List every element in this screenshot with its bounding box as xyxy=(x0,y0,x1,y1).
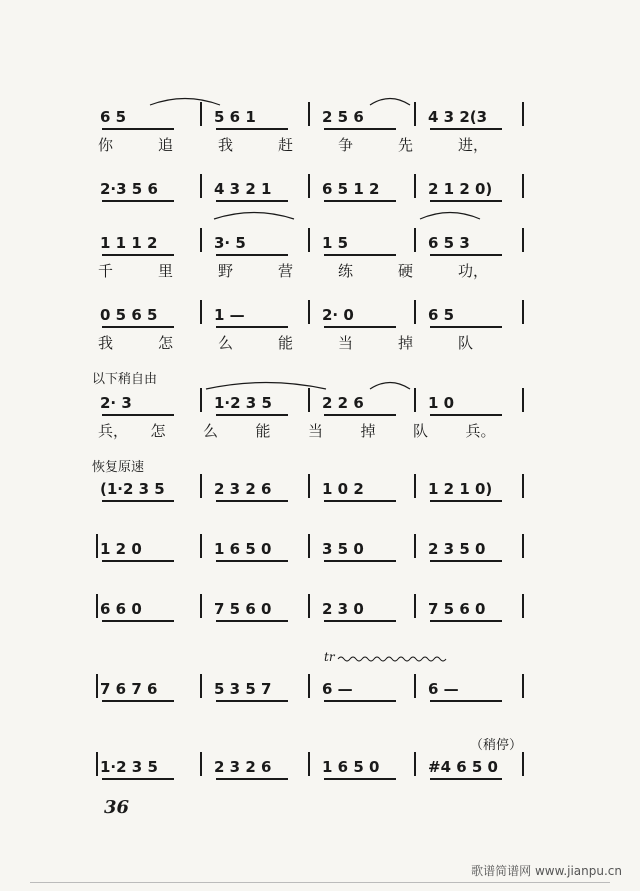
beam-underline xyxy=(216,254,288,256)
note-group: 6 5 xyxy=(100,108,127,126)
beam-underline xyxy=(102,414,174,416)
note-group: 6 — xyxy=(322,680,353,698)
beam-underline xyxy=(430,128,502,130)
trill-mark: tr xyxy=(324,650,335,664)
bar-line xyxy=(96,674,98,698)
note-group: 1 0 xyxy=(428,394,455,412)
beam-underline xyxy=(430,326,502,328)
lyric-syllable: 千 xyxy=(98,262,114,280)
note-group: 2 1 2 0) xyxy=(428,180,493,198)
beam-underline xyxy=(216,778,288,780)
beam-underline xyxy=(216,560,288,562)
note-group: 2 5 6 xyxy=(322,108,364,126)
page-number: 36 xyxy=(104,797,130,818)
beam-underline xyxy=(102,500,174,502)
beam-underline xyxy=(324,414,396,416)
beam-underline xyxy=(324,778,396,780)
bar-line xyxy=(308,752,310,776)
beam-underline xyxy=(102,560,174,562)
lyric-syllable: 争 xyxy=(338,136,354,154)
slur-mark xyxy=(206,380,326,390)
lyric-syllable: 能 xyxy=(255,422,271,440)
lyric-syllable: 队 xyxy=(413,422,429,440)
bar-line xyxy=(522,388,524,412)
note-group: 3· 5 xyxy=(214,234,246,252)
lyric-syllable: 当 xyxy=(338,334,354,352)
beam-underline xyxy=(102,326,174,328)
bar-line xyxy=(414,300,416,324)
slur-mark xyxy=(370,96,410,106)
beam-underline xyxy=(324,200,396,202)
bar-line xyxy=(522,474,524,498)
bar-line xyxy=(200,674,202,698)
bar-line xyxy=(200,534,202,558)
note-group: 2 3 5 0 xyxy=(428,540,486,558)
lyric-syllable: 么 xyxy=(218,334,234,352)
lyric-syllable: 怎 xyxy=(158,334,174,352)
note-group: 1 2 0 xyxy=(100,540,142,558)
bar-line xyxy=(200,300,202,324)
bar-line xyxy=(200,474,202,498)
slur-mark xyxy=(150,96,220,106)
lyric-syllable: 追 xyxy=(158,136,174,154)
note-group: (1·2 3 5 xyxy=(100,480,165,498)
note-group: 1 5 xyxy=(322,234,349,252)
note-group: 1 6 5 0 xyxy=(322,758,380,776)
beam-underline xyxy=(102,254,174,256)
lyric-syllable: 营 xyxy=(278,262,294,280)
beam-underline xyxy=(324,254,396,256)
bar-line xyxy=(96,752,98,776)
bar-line xyxy=(414,102,416,126)
lyric-syllable: 兵。 xyxy=(465,422,496,440)
beam-underline xyxy=(216,128,288,130)
bar-line xyxy=(414,752,416,776)
lyric-syllable: 里 xyxy=(158,262,174,280)
lyric-syllable: 当 xyxy=(308,422,324,440)
trill-wave xyxy=(338,655,448,663)
lyric-syllable: 你 xyxy=(98,136,114,154)
bar-line xyxy=(200,594,202,618)
note-group: 6 5 3 xyxy=(428,234,470,252)
lyric-syllable: 兵， xyxy=(98,422,129,440)
note-group: 3 5 0 xyxy=(322,540,364,558)
bar-line xyxy=(200,228,202,252)
bar-line xyxy=(522,674,524,698)
bar-line xyxy=(200,388,202,412)
beam-underline xyxy=(216,700,288,702)
bar-line xyxy=(96,594,98,618)
bar-line xyxy=(308,474,310,498)
beam-underline xyxy=(216,500,288,502)
note-group: 2 3 2 6 xyxy=(214,758,272,776)
lyric-syllable: 硬 xyxy=(398,262,414,280)
note-group: 1·2 3 5 xyxy=(214,394,272,412)
beam-underline xyxy=(102,778,174,780)
beam-underline xyxy=(216,414,288,416)
note-group: 5 6 1 xyxy=(214,108,256,126)
beam-underline xyxy=(324,560,396,562)
slur-mark xyxy=(214,210,294,220)
lyric-syllable: 赶 xyxy=(278,136,294,154)
lyric-syllable: 掉 xyxy=(360,422,376,440)
note-group: 1 1 1 2 xyxy=(100,234,158,252)
bar-line xyxy=(414,388,416,412)
beam-underline xyxy=(324,620,396,622)
note-group: 1·2 3 5 xyxy=(100,758,158,776)
lyric-syllable: 先 xyxy=(398,136,414,154)
bar-line xyxy=(522,300,524,324)
lyric-syllable: 怎 xyxy=(150,422,166,440)
note-group: 2 3 2 6 xyxy=(214,480,272,498)
note-group: 7 5 6 0 xyxy=(428,600,486,618)
bar-line xyxy=(522,174,524,198)
note-group: 6 5 xyxy=(428,306,455,324)
bar-line xyxy=(200,752,202,776)
lyric-syllable: 功， xyxy=(458,262,489,280)
bar-line xyxy=(200,174,202,198)
lyric-syllable: 能 xyxy=(278,334,294,352)
bar-line xyxy=(414,674,416,698)
lyric-syllable: 我 xyxy=(218,136,234,154)
beam-underline xyxy=(102,200,174,202)
beam-underline xyxy=(324,128,396,130)
note-group: 4 3 2(3 xyxy=(428,108,488,126)
beam-underline xyxy=(324,700,396,702)
bar-line xyxy=(308,674,310,698)
lyric-syllable: 么 xyxy=(203,422,219,440)
bar-line xyxy=(414,534,416,558)
bar-line xyxy=(522,752,524,776)
bar-line xyxy=(308,594,310,618)
beam-underline xyxy=(430,500,502,502)
lyric-syllable: 我 xyxy=(98,334,114,352)
note-group: 5 3 5 7 xyxy=(214,680,272,698)
note-group: 1 2 1 0) xyxy=(428,480,493,498)
bar-line xyxy=(414,474,416,498)
bar-line xyxy=(414,174,416,198)
bar-line xyxy=(522,594,524,618)
beam-underline xyxy=(216,620,288,622)
tempo-mark-restore: 恢复原速 xyxy=(92,460,145,475)
watermark: 歌谱简谱网 www.jianpu.cn xyxy=(471,864,622,878)
beam-underline xyxy=(430,620,502,622)
tempo-mark-pause: （稍停） xyxy=(470,738,523,753)
bar-line xyxy=(308,102,310,126)
slur-mark xyxy=(370,380,410,390)
beam-underline xyxy=(324,326,396,328)
note-group: 1 6 5 0 xyxy=(214,540,272,558)
bar-line xyxy=(522,102,524,126)
beam-underline xyxy=(324,500,396,502)
bar-line xyxy=(522,534,524,558)
lyric-syllable: 野 xyxy=(218,262,234,280)
beam-underline xyxy=(102,128,174,130)
tempo-mark-free: 以下稍自由 xyxy=(92,372,158,387)
note-group: 2 3 0 xyxy=(322,600,364,618)
bar-line xyxy=(96,534,98,558)
bar-line xyxy=(308,300,310,324)
note-group: 0 5 6 5 xyxy=(100,306,158,324)
note-group: 7 5 6 0 xyxy=(214,600,272,618)
note-group: 1 — xyxy=(214,306,245,324)
lyric-syllable: 练 xyxy=(338,262,354,280)
lyric-syllable: 进， xyxy=(458,136,489,154)
note-group: #4 6 5 0 xyxy=(428,758,498,776)
note-group: 6 — xyxy=(428,680,459,698)
note-group: 7 6 7 6 xyxy=(100,680,158,698)
note-group: 6 5 1 2 xyxy=(322,180,380,198)
bar-line xyxy=(414,228,416,252)
beam-underline xyxy=(216,200,288,202)
beam-underline xyxy=(430,560,502,562)
slur-mark xyxy=(420,210,480,220)
note-group: 1 0 2 xyxy=(322,480,364,498)
note-group: 2· 0 xyxy=(322,306,354,324)
beam-underline xyxy=(430,778,502,780)
note-group: 6 6 0 xyxy=(100,600,142,618)
note-group: 2· 3 xyxy=(100,394,132,412)
lyric-syllable: 队 xyxy=(458,334,474,352)
beam-underline xyxy=(102,700,174,702)
beam-underline xyxy=(102,620,174,622)
note-group: 2·3 5 6 xyxy=(100,180,158,198)
beam-underline xyxy=(430,254,502,256)
bar-line xyxy=(308,228,310,252)
beam-underline xyxy=(216,326,288,328)
beam-underline xyxy=(430,200,502,202)
bar-line xyxy=(308,534,310,558)
note-group: 4 3 2 1 xyxy=(214,180,272,198)
lyric-syllable: 掉 xyxy=(398,334,414,352)
beam-underline xyxy=(430,700,502,702)
note-group: 2 2 6 xyxy=(322,394,364,412)
beam-underline xyxy=(430,414,502,416)
bar-line xyxy=(522,228,524,252)
bar-line xyxy=(308,174,310,198)
bar-line xyxy=(308,388,310,412)
bar-line xyxy=(414,594,416,618)
page-bottom-rule xyxy=(30,882,610,883)
